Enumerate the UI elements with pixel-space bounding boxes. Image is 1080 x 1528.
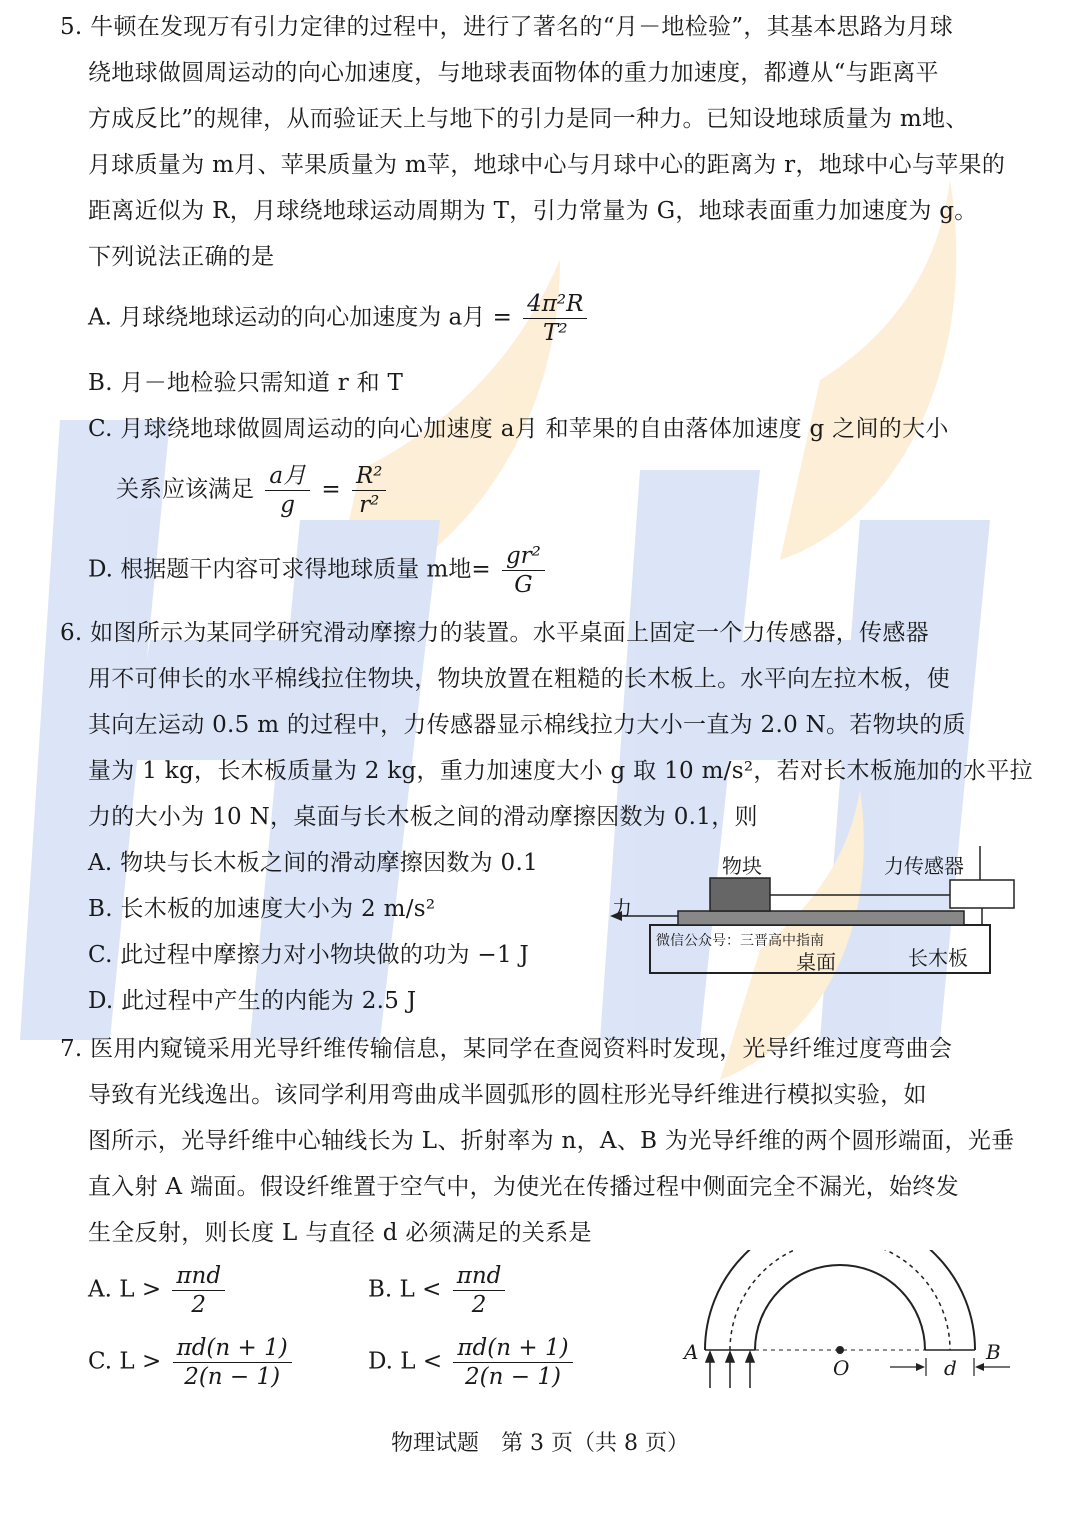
q7-fiber-inner-arc (755, 1265, 925, 1350)
q5-option-c-left-denominator: g (280, 492, 296, 518)
q7-option-d-numerator: πd(n + 1) (453, 1334, 572, 1363)
q6-board-shape (678, 911, 964, 925)
q7-option-b-text: B. L < (368, 1276, 442, 1303)
q5-option-c-right-numerator: R² (352, 462, 387, 491)
q7-option-d-fraction (453, 1334, 572, 1391)
q6-block-shape (710, 878, 770, 911)
q7-line-5: 生全反射，则长度 L 与直径 d 必须满足的关系是 (88, 1220, 592, 1246)
q7-option-b (368, 1262, 509, 1319)
q5-option-d-denominator: G (514, 572, 533, 598)
q6-line-4: 量为 1 kg，长木板质量为 2 kg，重力加速度大小 g 取 10 m/s²，若对长木板施加的水平拉 (88, 758, 1033, 784)
q7-center-point (836, 1346, 844, 1354)
q7-option-b-fraction (453, 1262, 506, 1319)
q5-option-a (88, 290, 591, 347)
q6-label-sensor: 力传感器 (884, 854, 964, 878)
q7-option-a (88, 1262, 229, 1319)
q7-option-d-text: D. L < (368, 1348, 443, 1375)
q7-option-d-denominator: 2(n − 1) (465, 1364, 561, 1390)
q6-label-block: 物块 (722, 854, 762, 878)
q7-line-4: 直入射 A 端面。假设纤维置于空气中，为使光在传播过程中侧面完全不漏光，始终发 (88, 1174, 959, 1200)
q6-label-wechat: 微信公众号：三晋高中指南 (656, 933, 824, 949)
q7-option-c-fraction (173, 1334, 292, 1391)
q6-label-board: 长木板 (908, 946, 968, 970)
q6-option-d: D. 此过程中产生的内能为 2.5 J (88, 988, 417, 1014)
q7-incident-arrows (706, 1352, 754, 1388)
q6-line-5: 力的大小为 10 N，桌面与长木板之间的滑动摩擦因数为 0.1，则 (88, 804, 758, 830)
page-footer: 物理试题 第 3 页（共 8 页） (391, 1431, 689, 1456)
q7-line-3: 图所示，光导纤维中心轴线长为 L、折射率为 n，A、B 为光导纤维的两个圆形端面，光垂 (88, 1128, 1015, 1154)
q7-option-d (368, 1334, 577, 1391)
q6-label-table: 桌面 (796, 950, 836, 974)
q5-option-a-text: A. 月球绕地球运动的向心加速度为 a月 = (88, 304, 512, 331)
q7-label-d: d (944, 1356, 957, 1380)
q5-option-a-denominator: T² (543, 320, 568, 346)
q7-option-b-denominator: 2 (471, 1292, 487, 1318)
q5-option-d-text: D. 根据题干内容可求得地球质量 m地= (88, 556, 491, 583)
q5-option-c-right-denominator: r² (359, 492, 380, 518)
q5-line-6: 下列说法正确的是 (88, 244, 275, 270)
q6-option-c: C. 此过程中摩擦力对小物块做的功为 −1 J (88, 942, 530, 968)
q5-option-c-line-1: C. 月球绕地球做圆周运动的向心加速度 a月 和苹果的自由落体加速度 g 之间的大小 (88, 416, 949, 442)
q7-option-a-numerator: πnd (172, 1262, 225, 1291)
q7-label-a: A (684, 1340, 699, 1364)
q5-line-3: 方成反比”的规律，从而验证天上与地下的引力是同一种力。已知设地球质量为 m地、 (88, 106, 969, 132)
q6-line-3: 其向左运动 0.5 m 的过程中，力传感器显示棉线拉力大小一直为 2.0 N。若物块的质 (88, 712, 966, 738)
q5-option-a-numerator: 4π²R (523, 290, 587, 319)
q6-line-2: 用不可伸长的水平棉线拉住物块，物块放置在粗糙的长木板上。水平向左拉木板，使 (88, 666, 951, 692)
q5-option-d-numerator: gr² (502, 542, 545, 571)
q6-sensor-shape (950, 880, 1014, 908)
q5-option-b: B. 月－地检验只需知道 r 和 T (88, 370, 404, 396)
q6-label-force: 力 (612, 896, 632, 920)
q7-option-a-text: A. L > (88, 1276, 162, 1303)
q7-option-a-denominator: 2 (191, 1292, 207, 1318)
q5-option-c-text: 关系应该满足 (116, 476, 254, 503)
q5-line-5: 距离近似为 R，月球绕地球运动周期为 T，引力常量为 G，地球表面重力加速度为 g。 (88, 198, 978, 224)
q5-option-d (88, 542, 549, 599)
q5-option-c-left-fraction (265, 462, 310, 519)
q6-line-1: 6. 如图所示为某同学研究滑动摩擦力的装置。水平桌面上固定一个力传感器，传感器 (60, 620, 929, 646)
q7-fiber-figure (680, 1250, 1020, 1395)
q7-option-c-text: C. L > (88, 1348, 162, 1375)
q5-option-c-left-numerator: a月 (265, 462, 310, 491)
q7-label-o: O (833, 1356, 850, 1380)
q7-option-c (88, 1334, 296, 1391)
q7-option-a-fraction (172, 1262, 225, 1319)
q5-line-2: 绕地球做圆周运动的向心加速度，与地球表面物体的重力加速度，都遵从“与距离平 (88, 60, 939, 86)
q7-option-c-denominator: 2(n − 1) (184, 1364, 281, 1390)
q5-line-4: 月球质量为 m月、苹果质量为 m苹，地球中心与月球中心的距离为 r，地球中心与苹果的 (88, 152, 1006, 178)
q7-line-1: 7. 医用内窥镜采用光导纤维传输信息，某同学在查阅资料时发现，光导纤维过度弯曲会 (60, 1036, 953, 1062)
q5-option-a-fraction (523, 290, 587, 347)
q7-option-c-numerator: πd(n + 1) (173, 1334, 292, 1363)
q6-option-a: A. 物块与长木板之间的滑动摩擦因数为 0.1 (88, 850, 539, 876)
q7-label-b: B (986, 1340, 1001, 1364)
q7-option-b-numerator: πnd (453, 1262, 506, 1291)
q5-option-c-right-fraction (352, 462, 387, 519)
q5-option-c-line-2: 关系应该满足 $\frac{\text{a月}}{g}$ = $\frac{\text{R²}}{\text{r²}}$ (116, 462, 390, 519)
q7-line-2: 导致有光线逸出。该同学利用弯曲成半圆弧形的圆柱形光导纤维进行模拟实验，如 (88, 1082, 927, 1108)
q5-option-d-fraction (502, 542, 545, 599)
q6-option-b: B. 长木板的加速度大小为 2 m/s² (88, 896, 436, 922)
q5-line-1: 5. 牛顿在发现万有引力定律的过程中，进行了著名的“月－地检验”，其基本思路为月球 (60, 14, 954, 40)
